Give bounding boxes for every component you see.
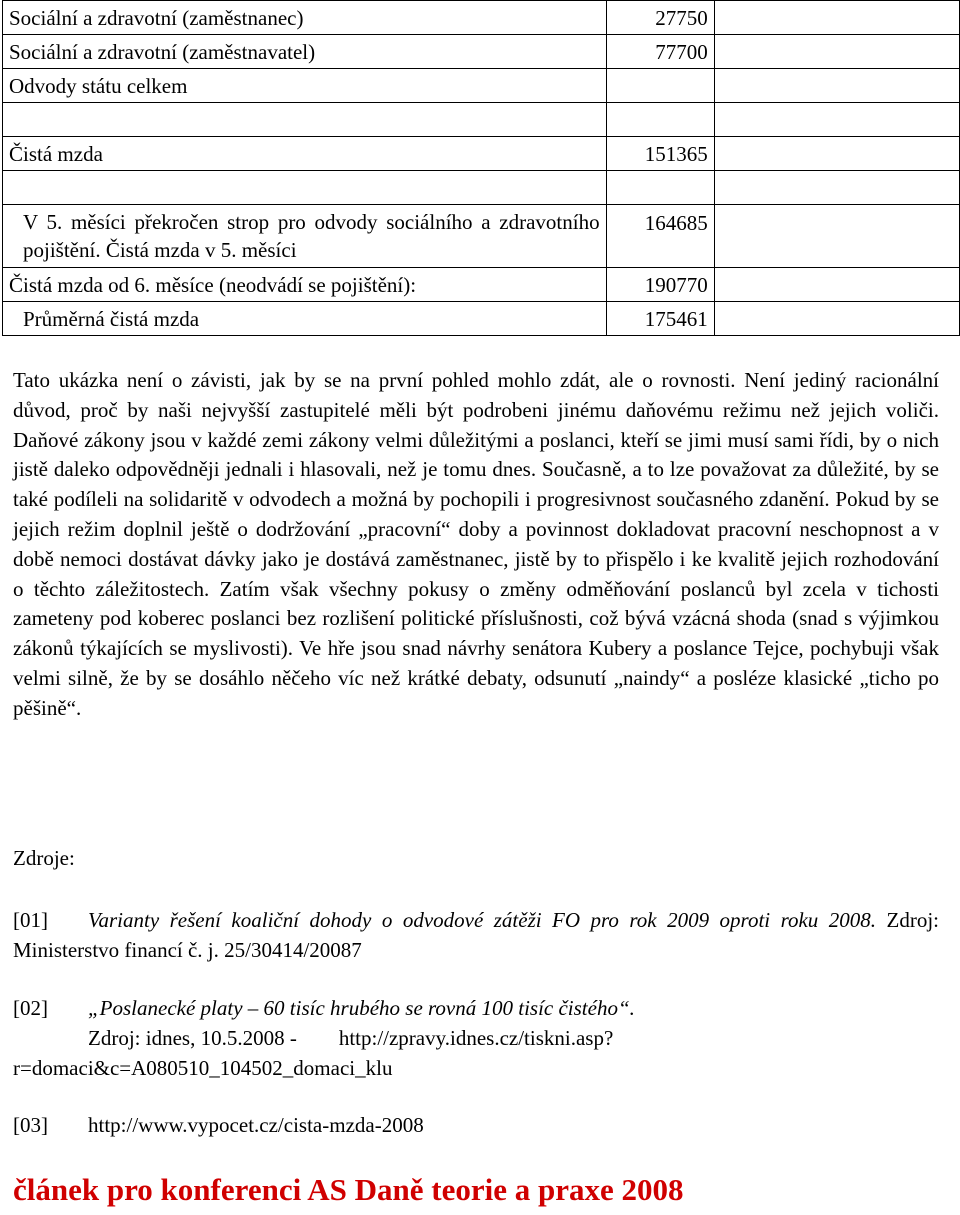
row-label: [3, 171, 607, 205]
row-value: 190770: [606, 268, 714, 302]
reference-link[interactable]: http://www.vypocet.cz/cista-mzda-2008: [88, 1113, 424, 1137]
table-row: [3, 103, 960, 137]
empty-cell: [714, 103, 959, 137]
reference-item: [13, 993, 939, 1083]
table-row: [3, 69, 960, 103]
empty-cell: [714, 137, 959, 171]
table-row: [3, 302, 960, 336]
table-row: [3, 137, 960, 171]
reference-source: Zdroj: idnes, 10.5.2008 -: [88, 1026, 297, 1050]
empty-cell: [714, 1, 959, 35]
table-row: [3, 268, 960, 302]
empty-cell: [714, 35, 959, 69]
sources-heading: Zdroje:: [13, 846, 75, 870]
row-value: [606, 171, 714, 205]
reference-source: Zdroj: Ministerstvo financí č. j. 25/30414/20087: [13, 908, 940, 962]
row-label: Čistá mzda: [3, 137, 607, 171]
row-label: [3, 103, 607, 137]
reference-number: [03]: [13, 1113, 48, 1137]
empty-cell: [714, 268, 959, 302]
row-label: Odvody státu celkem: [3, 69, 607, 103]
empty-cell: [714, 69, 959, 103]
table-row: [3, 171, 960, 205]
reference-number: [02]: [13, 996, 48, 1020]
conference-title: článek pro konferenci AS Daně teorie a praxe 2008: [13, 1172, 684, 1207]
row-value: 164685: [606, 205, 714, 268]
table-row: [3, 35, 960, 69]
reference-title: „Poslanecké platy – 60 tisíc hrubého se rovná 100 tisíc čistého“.: [88, 996, 635, 1020]
row-value: [606, 69, 714, 103]
salary-table: [2, 0, 960, 336]
row-value: 27750: [606, 1, 714, 35]
row-value: [606, 103, 714, 137]
empty-cell: [714, 302, 959, 336]
reference-link[interactable]: r=domaci&c=A080510_104502_domaci_klu: [13, 1056, 393, 1080]
empty-cell: [714, 171, 959, 205]
row-value: 175461: [606, 302, 714, 336]
empty-cell: [714, 205, 959, 268]
row-label: V 5. měsíci překročen strop pro odvody sociálního a zdravotního pojištění. Čistá mzda v 5. měsíci: [3, 205, 607, 268]
row-label: Průměrná čistá mzda: [3, 302, 607, 336]
reference-link[interactable]: http://zpravy.idnes.cz/tiskni.asp?: [338, 1026, 614, 1050]
row-value: 151365: [606, 137, 714, 171]
reference-item: [13, 905, 939, 965]
reference-item: [13, 1110, 939, 1140]
table-row: [3, 205, 960, 268]
reference-number: [01]: [13, 908, 48, 932]
table-row: [3, 1, 960, 35]
row-label: Sociální a zdravotní (zaměstnanec): [3, 1, 607, 35]
row-label: Sociální a zdravotní (zaměstnavatel): [3, 35, 607, 69]
row-value: 77700: [606, 35, 714, 69]
row-label: Čistá mzda od 6. měsíce (neodvádí se pojištění):: [3, 268, 607, 302]
reference-title: Varianty řešení koaliční dohody o odvodové zátěži FO pro rok 2009 oproti roku 2008.: [88, 908, 877, 932]
article-paragraph: Tato ukázka není o závisti, jak by se na první pohled mohlo zdát, ale o rovnosti. Není jediný racionální důvod, proč by naši nejvyšší zastupitelé měli být podrobeni jinému daňovému režimu než jejich voliči. Daňové zákony jsou v každé zemi zákony velmi důležitými a poslanci, kteří se jimi musí sami řídi, by o nich jistě daleko odpovědněji jednali i hlasovali, než je tomu dnes. Současně, a to lze považovat za důležité, by se také podíleli na solidaritě v odvodech a možná by pochopili i progresivnost současného zdanění. Pokud by se jejich režim doplnil ještě o dodržování „pracovní“ doby a povinnost dokladovat pracovní neschopnost a v době nemoci dostávat dávky jako je dostává zaměstnanec, jistě by to přispělo i ke kvalitě jejich rozhodování o těchto záležitostech. Zatím však všechny pokusy o změny odměňování poslanců byl zcela v tichosti zameteny pod koberec poslanci bez rozlišení politické příslušnosti, což bývá vzácná shoda (snad s výjimkou zákonů týkajících se myslivosti). Ve hře jsou snad návrhy senátora Kubery a poslance Tejce, pochybuji však velmi silně, že by se dosáhlo něčeho víc než krátké debaty, odsunutí „naindy“ a posléze klasické „ticho po pěšině“.: [13, 368, 939, 720]
